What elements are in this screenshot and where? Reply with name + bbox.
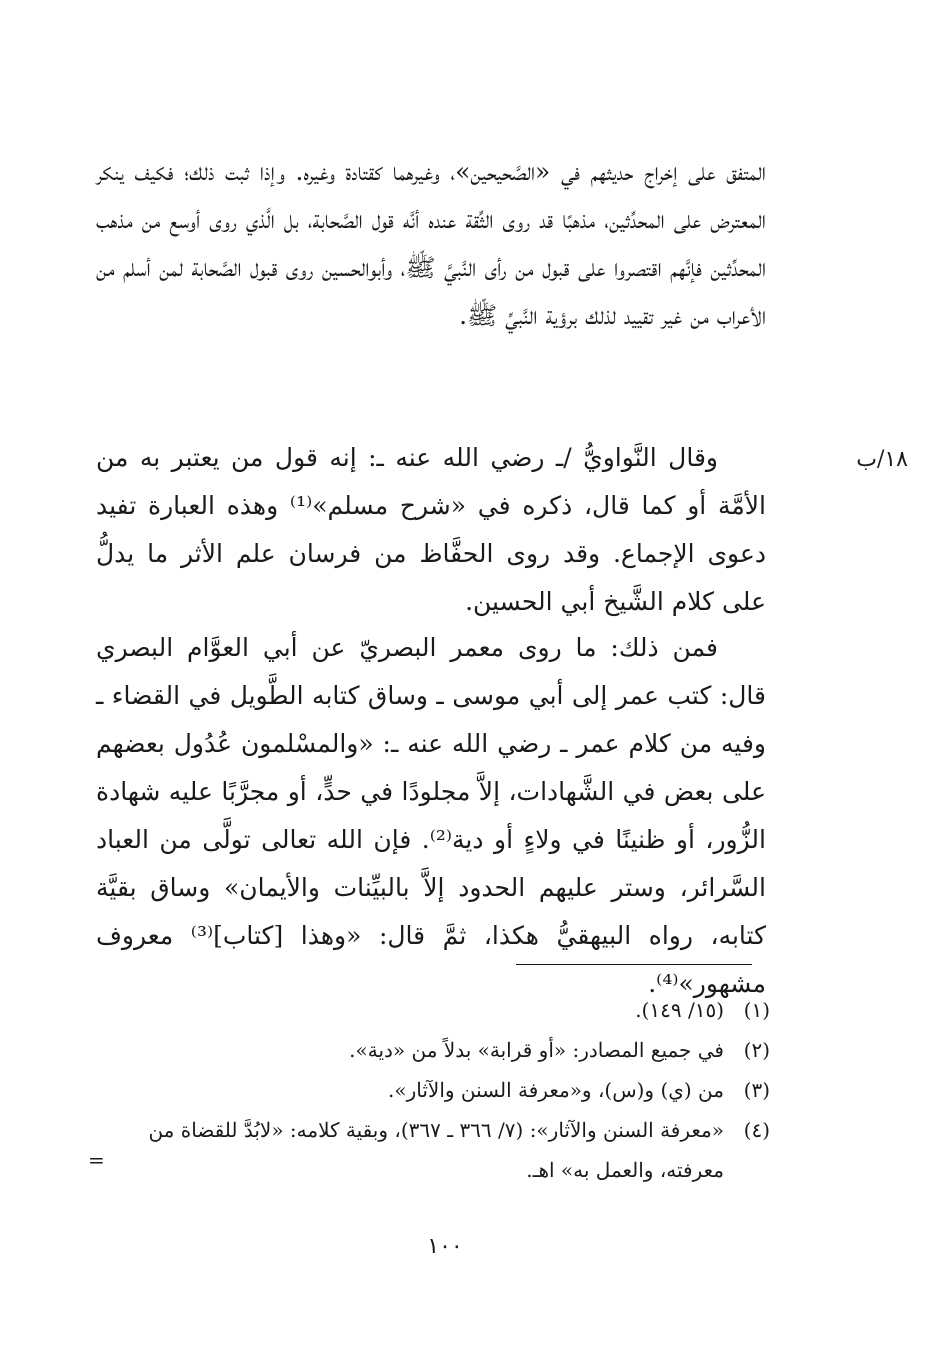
footnote-2 bbox=[96, 1030, 770, 1070]
continuation-mark: = bbox=[88, 1148, 105, 1172]
footnote-text: (١٥/ ١٤٩). bbox=[635, 998, 724, 1022]
page-number: ١٠٠ bbox=[427, 1234, 463, 1259]
footnote-text: في جميع المصادر: «أو قرابة» بدلاً من «دية». bbox=[349, 1038, 724, 1062]
footnote-text: «معرفة السنن والآثار»: (٧/ ٣٦٦ ـ ٣٦٧)، وبقية كلامه: «لابُدَّ للقضاة من معرفته، والعمل به» اهـ. bbox=[148, 1118, 724, 1182]
footnote-3 bbox=[96, 1070, 770, 1110]
paragraph-1: المتفق على إخراج حديثهم في «الصَّحيحين»، وغيرهما كقتادة وغيره. وإذا ثبت ذلك؛ فكيف ينكر المعترض على المحدِّثين، مذهبًا قد روى الثِّقة عنده أنَّه قول الصَّحابة، بل الَّذي روى أوسع من مذهب المحدِّثين فإنَّهم اقتصروا على قبول من رأى النَّبيَّ ﷺ، وأبوالحسين روى قبول الصَّحابة لمن أسلم من الأعراب من غير تقييد لذلك برؤية النَّبيِّ ﷺ. bbox=[96, 157, 766, 330]
footnotes-list bbox=[96, 990, 770, 1190]
footnote-text: من (ي) و(س)، و«معرفة السنن والآثار». bbox=[388, 1078, 724, 1102]
paragraph-3: فمن ذلك: ما روى معمر البصريّ عن أبي العوَّام البصري قال: كتب عمر إلى أبي موسى ـ وساق كتابه الطَّويل في القضاء ـ وفيه من كلام عمر ـ رضي الله عنه ـ: «والمسْلمون عُدُول بعضهم على بعض في الشَّهادات، إلاَّ مجلودًا في حدٍّ، أو مجرَّبًا عليه شهادة الزُّور، أو ظنينًا في ولاءٍ أو دية⁽²⁾. فإن الله تعالى تولَّى من العباد السَّرائر، وستر عليهم الحدود إلاَّ بالبيِّنات والأيمان» وساق بقيَّة كتابه، رواه البيهقيُّ هكذا، ثمَّ قال: «وهذا [كتاب]⁽³⁾ معروف مشهور»⁽⁴⁾. bbox=[96, 633, 766, 998]
footnote-separator bbox=[516, 964, 752, 965]
footnote-4 bbox=[96, 1110, 770, 1190]
manuscript-folio-marker: ١٨/ب bbox=[856, 447, 908, 472]
footnote-number: (٣) bbox=[743, 1078, 770, 1102]
footnote-number: (٤) bbox=[743, 1118, 770, 1142]
paragraph-2: وقال النَّواويُّ /ـ رضي الله عنه ـ: إنه قول من يعتبر به من الأمَّة أو كما قال، ذكره في «شرح مسلم»⁽¹⁾ وهذه العبارة تفيد دعوى الإجماع. وقد روى الحفَّاظ من فرسان علم الأثر ما يدلُّ على كلام الشَّيخ أبي الحسين. bbox=[96, 443, 766, 616]
footnote-number: (١) bbox=[743, 998, 770, 1022]
footnote-1 bbox=[96, 990, 770, 1030]
footnote-number: (٢) bbox=[743, 1038, 770, 1062]
